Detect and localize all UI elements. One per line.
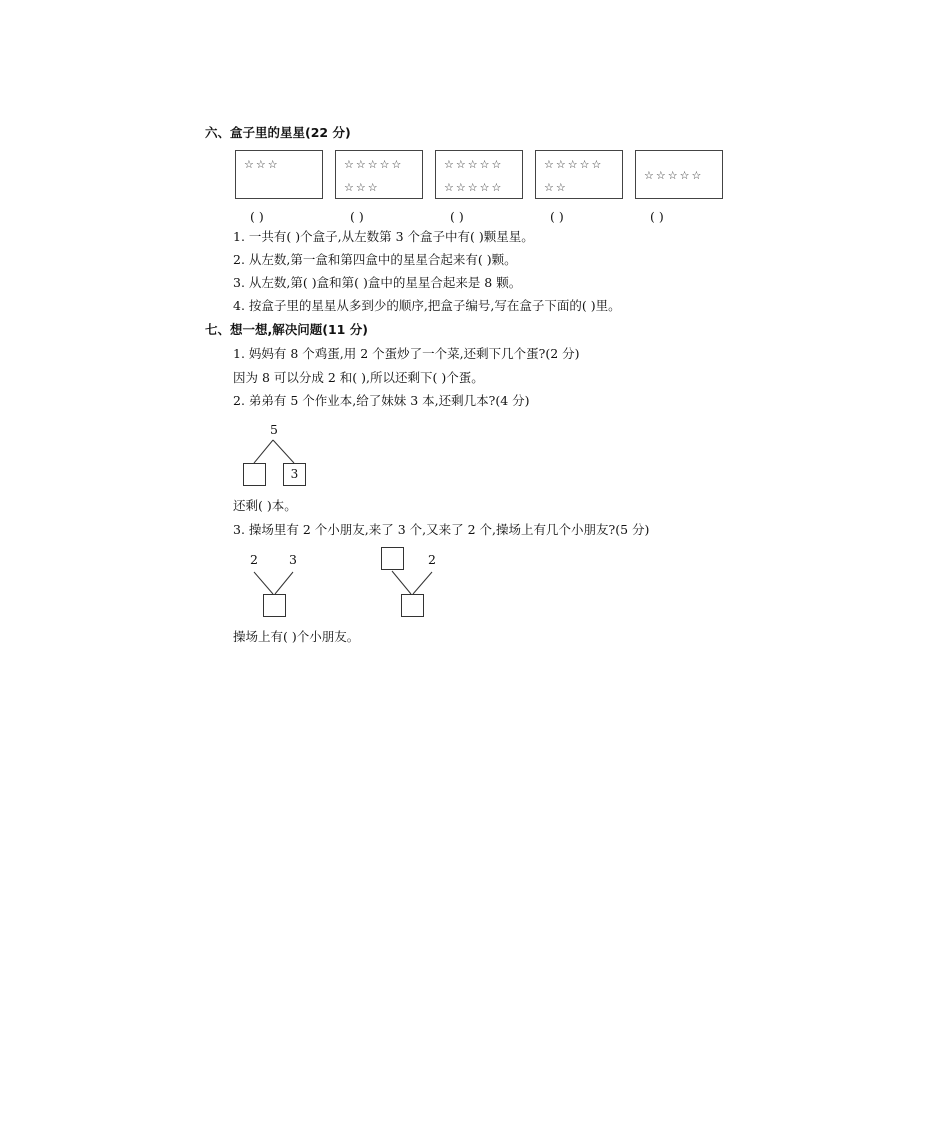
combine-right-b: 2 — [428, 552, 436, 567]
star-box-4 — [535, 150, 623, 199]
combine-line-left-a — [254, 572, 273, 594]
question-7-1: 1. 妈妈有 8 个鸡蛋,用 2 个蛋炒了一个菜,还剩下几个蛋?(2 分) — [233, 346, 580, 361]
combine-left-b: 3 — [289, 552, 297, 567]
star-row-1: ☆☆☆☆☆ — [544, 158, 604, 171]
star-row-2: ☆☆☆☆☆ — [444, 181, 504, 194]
answer-blank-box-3[interactable]: ( ) — [450, 209, 464, 224]
star-row-1: ☆☆☆ — [244, 158, 280, 171]
split-line-left — [254, 440, 273, 463]
split-line-right — [273, 440, 294, 463]
split-right-square — [283, 463, 306, 486]
question-7-3: 3. 操场里有 2 个小朋友,来了 3 个,又来了 2 个,操场上有几个小朋友?(5 分) — [233, 522, 650, 537]
answer-blank-box-4[interactable]: ( ) — [550, 209, 564, 224]
section-six-title: 六、盒子里的星星(22 分) — [205, 125, 351, 140]
star-row-2: ☆☆ — [544, 181, 568, 194]
combine-left-a: 2 — [250, 552, 258, 567]
star-row-1: ☆☆☆☆☆ — [344, 158, 404, 171]
star-box-3 — [435, 150, 523, 199]
answer-blank-box-2[interactable]: ( ) — [350, 209, 364, 224]
star-row-1: ☆☆☆☆☆ — [644, 169, 704, 182]
star-box-5 — [635, 150, 723, 199]
blank-square[interactable] — [243, 463, 266, 486]
question-6-2: 2. 从左数,第一盒和第四盒中的星星合起来有( )颗。 — [233, 252, 517, 267]
combine-line-right-b — [413, 572, 432, 594]
answer-blank-box-5[interactable]: ( ) — [650, 209, 664, 224]
question-6-3: 3. 从左数,第( )盒和第( )盒中的星星合起来是 8 颗。 — [233, 275, 522, 290]
combine-line-right-a — [392, 571, 411, 594]
star-box-1 — [235, 150, 323, 199]
answer-blank-box-1[interactable]: ( ) — [250, 209, 264, 224]
combine-right-a-square[interactable] — [381, 547, 404, 570]
split-top-number: 5 — [270, 422, 278, 437]
star-box-2 — [335, 150, 423, 199]
answer-7-1: 因为 8 可以分成 2 和( ),所以还剩下( )个蛋。 — [233, 370, 484, 385]
answer-7-2: 还剩( )本。 — [233, 498, 297, 513]
answer-7-3: 操场上有( )个小朋友。 — [233, 629, 360, 644]
combine-right-result-square[interactable] — [401, 594, 424, 617]
star-row-1: ☆☆☆☆☆ — [444, 158, 504, 171]
star-row-2: ☆☆☆ — [344, 181, 380, 194]
split-right-number: 3 — [290, 467, 299, 481]
combine-line-left-b — [275, 572, 293, 594]
question-7-2: 2. 弟弟有 5 个作业本,给了妹妹 3 本,还剩几本?(4 分) — [233, 393, 530, 408]
combine-left-result-square[interactable] — [263, 594, 286, 617]
section-seven-title: 七、想一想,解决问题(11 分) — [205, 322, 368, 337]
question-6-4: 4. 按盒子里的星星从多到少的顺序,把盒子编号,写在盒子下面的( )里。 — [233, 298, 621, 313]
question-6-1: 1. 一共有( )个盒子,从左数第 3 个盒子中有( )颗星星。 — [233, 229, 534, 244]
